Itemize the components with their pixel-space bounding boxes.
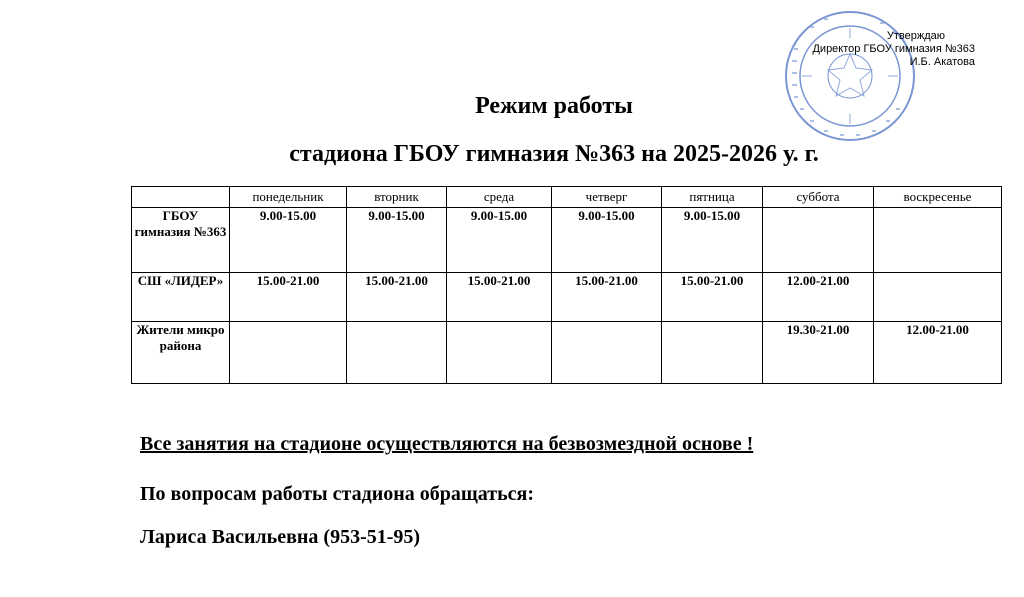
- table-cell: [230, 322, 347, 384]
- table-cell: 15.00-21.00: [347, 273, 447, 322]
- contact-label: По вопросам работы стадиона обращаться:: [140, 483, 535, 505]
- table-row: [132, 208, 1002, 273]
- header-cell-monday: понедельник: [230, 187, 347, 208]
- table-row: [132, 322, 1002, 384]
- table-cell: 19.30-21.00: [763, 322, 874, 384]
- table-cell: [447, 322, 552, 384]
- header-cell-sunday: воскресенье: [874, 187, 1002, 208]
- header-cell-tuesday: вторник: [347, 187, 447, 208]
- free-access-note: Все занятия на стадионе осуществляются на безвозмездной основе !: [140, 433, 754, 455]
- row-label: СШ «ЛИДЕР»: [132, 273, 230, 322]
- table-cell: 9.00-15.00: [347, 208, 447, 273]
- header-cell-friday: пятница: [662, 187, 763, 208]
- approval-line-3: И.Б. Акатова: [909, 56, 975, 68]
- header-cell-wednesday: среда: [447, 187, 552, 208]
- row-label: ГБОУ гимназия №363: [132, 208, 230, 273]
- table-cell: 15.00-21.00: [230, 273, 347, 322]
- table-row: [132, 273, 1002, 322]
- table-cell: 9.00-15.00: [447, 208, 552, 273]
- table-cell: 12.00-21.00: [763, 273, 874, 322]
- page-subtitle: стадиона ГБОУ гимназия №363 на 2025-2026 у. г.: [289, 141, 819, 167]
- table-cell: [552, 322, 662, 384]
- table-cell: 12.00-21.00: [874, 322, 1002, 384]
- header-cell-saturday: суббота: [763, 187, 874, 208]
- table-cell: 9.00-15.00: [230, 208, 347, 273]
- table-cell: [874, 273, 1002, 322]
- table-cell: [763, 208, 874, 273]
- table-cell: [662, 322, 763, 384]
- approval-line-2: Директор ГБОУ гимназия №363: [812, 43, 975, 55]
- page-title: Режим работы: [475, 93, 633, 119]
- approval-text: [780, 30, 995, 69]
- approval-line-1: Утверждаю: [886, 30, 945, 42]
- approval-block: [780, 8, 995, 148]
- table-cell: [347, 322, 447, 384]
- table-cell: [874, 208, 1002, 273]
- table-cell: 9.00-15.00: [552, 208, 662, 273]
- table-cell: 9.00-15.00: [662, 208, 763, 273]
- header-cell-thursday: четверг: [552, 187, 662, 208]
- table-header-row: [132, 187, 1002, 208]
- schedule-table: [131, 186, 1002, 384]
- row-label: Жители микро района: [132, 322, 230, 384]
- table-cell: 15.00-21.00: [552, 273, 662, 322]
- contact-person: Лариса Васильевна (953-51-95): [140, 526, 421, 548]
- official-stamp: [780, 8, 920, 148]
- table-cell: 15.00-21.00: [662, 273, 763, 322]
- header-cell: [132, 187, 230, 208]
- table-cell: 15.00-21.00: [447, 273, 552, 322]
